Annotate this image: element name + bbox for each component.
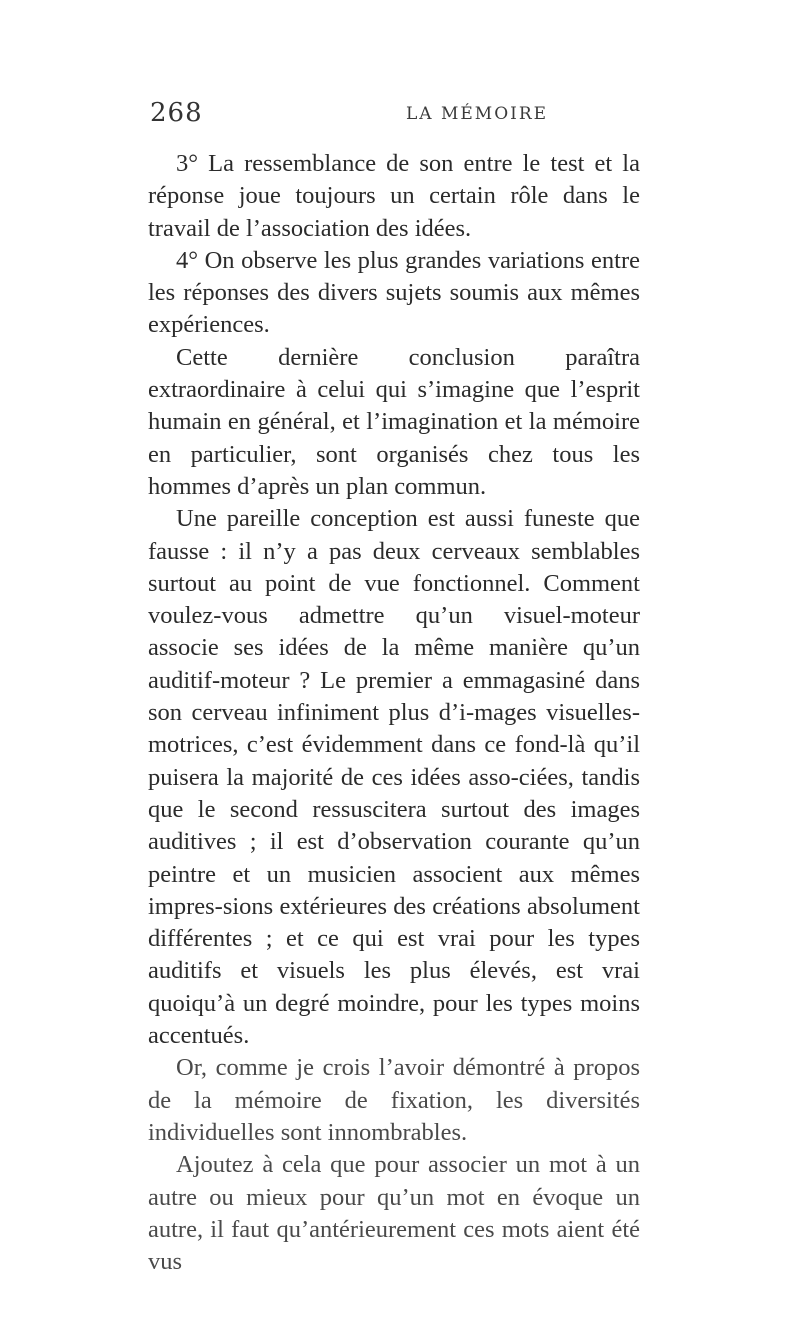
running-title: LA MÉMOIRE (406, 104, 549, 124)
paragraph-diversities: Or, comme je crois l’avoir démontré à propos de la mémoire de fixation, les diversités individuelles sont innombrables. (148, 1054, 640, 1146)
paragraph-conclusion: Cette dernière conclusion paraîtra extraordinaire à celui qui s’imagine que l’esprit humain en général, et l’imagination et la mémoire en particulier, sont organisés chez tous les hommes d’après un plan commun. (148, 343, 640, 500)
page-header (150, 98, 650, 138)
page-number: 268 (150, 98, 203, 128)
paragraph-conception: Une pareille conception est aussi funeste que fausse : il n’y a pas deux cerveaux semblables surtout au point de vue fonctionnel. Comment voulez-vous admettre qu’un visuel-moteur associe ses idées de la même manière qu’un auditif-moteur ? Le premier a emmagasiné dans son cerveau infiniment plus d’i-mages visuelles-motrices, c’est évidemment dans ce fond-là qu’il puisera la majorité de ces idées asso-ciées, tandis que le second ressuscitera surtout des images auditives ; il est d’observation courante qu’un peintre et un musicien associent aux mêmes impres-sions extérieures des créations absolument différentes ; et ce qui est vrai pour les types auditifs et visuels les plus élevés, est vrai quoiqu’à un degré moindre, pour les types moins accentués. (148, 505, 640, 1050)
paragraph-item-4: 4° On observe les plus grandes variations entre les réponses des divers sujets soumis aux mêmes expériences. (148, 246, 640, 339)
paragraph-association: Ajoutez à cela que pour associer un mot à un autre ou mieux pour qu’un mot en évoque un autre, il faut qu’antérieurement ces mots aient été vus (148, 1151, 640, 1276)
body-text (148, 148, 640, 1278)
paragraph-item-3: 3° La ressemblance de son entre le test et la réponse joue toujours un certain rôle dans le travail de l’association des idées. (148, 150, 640, 242)
